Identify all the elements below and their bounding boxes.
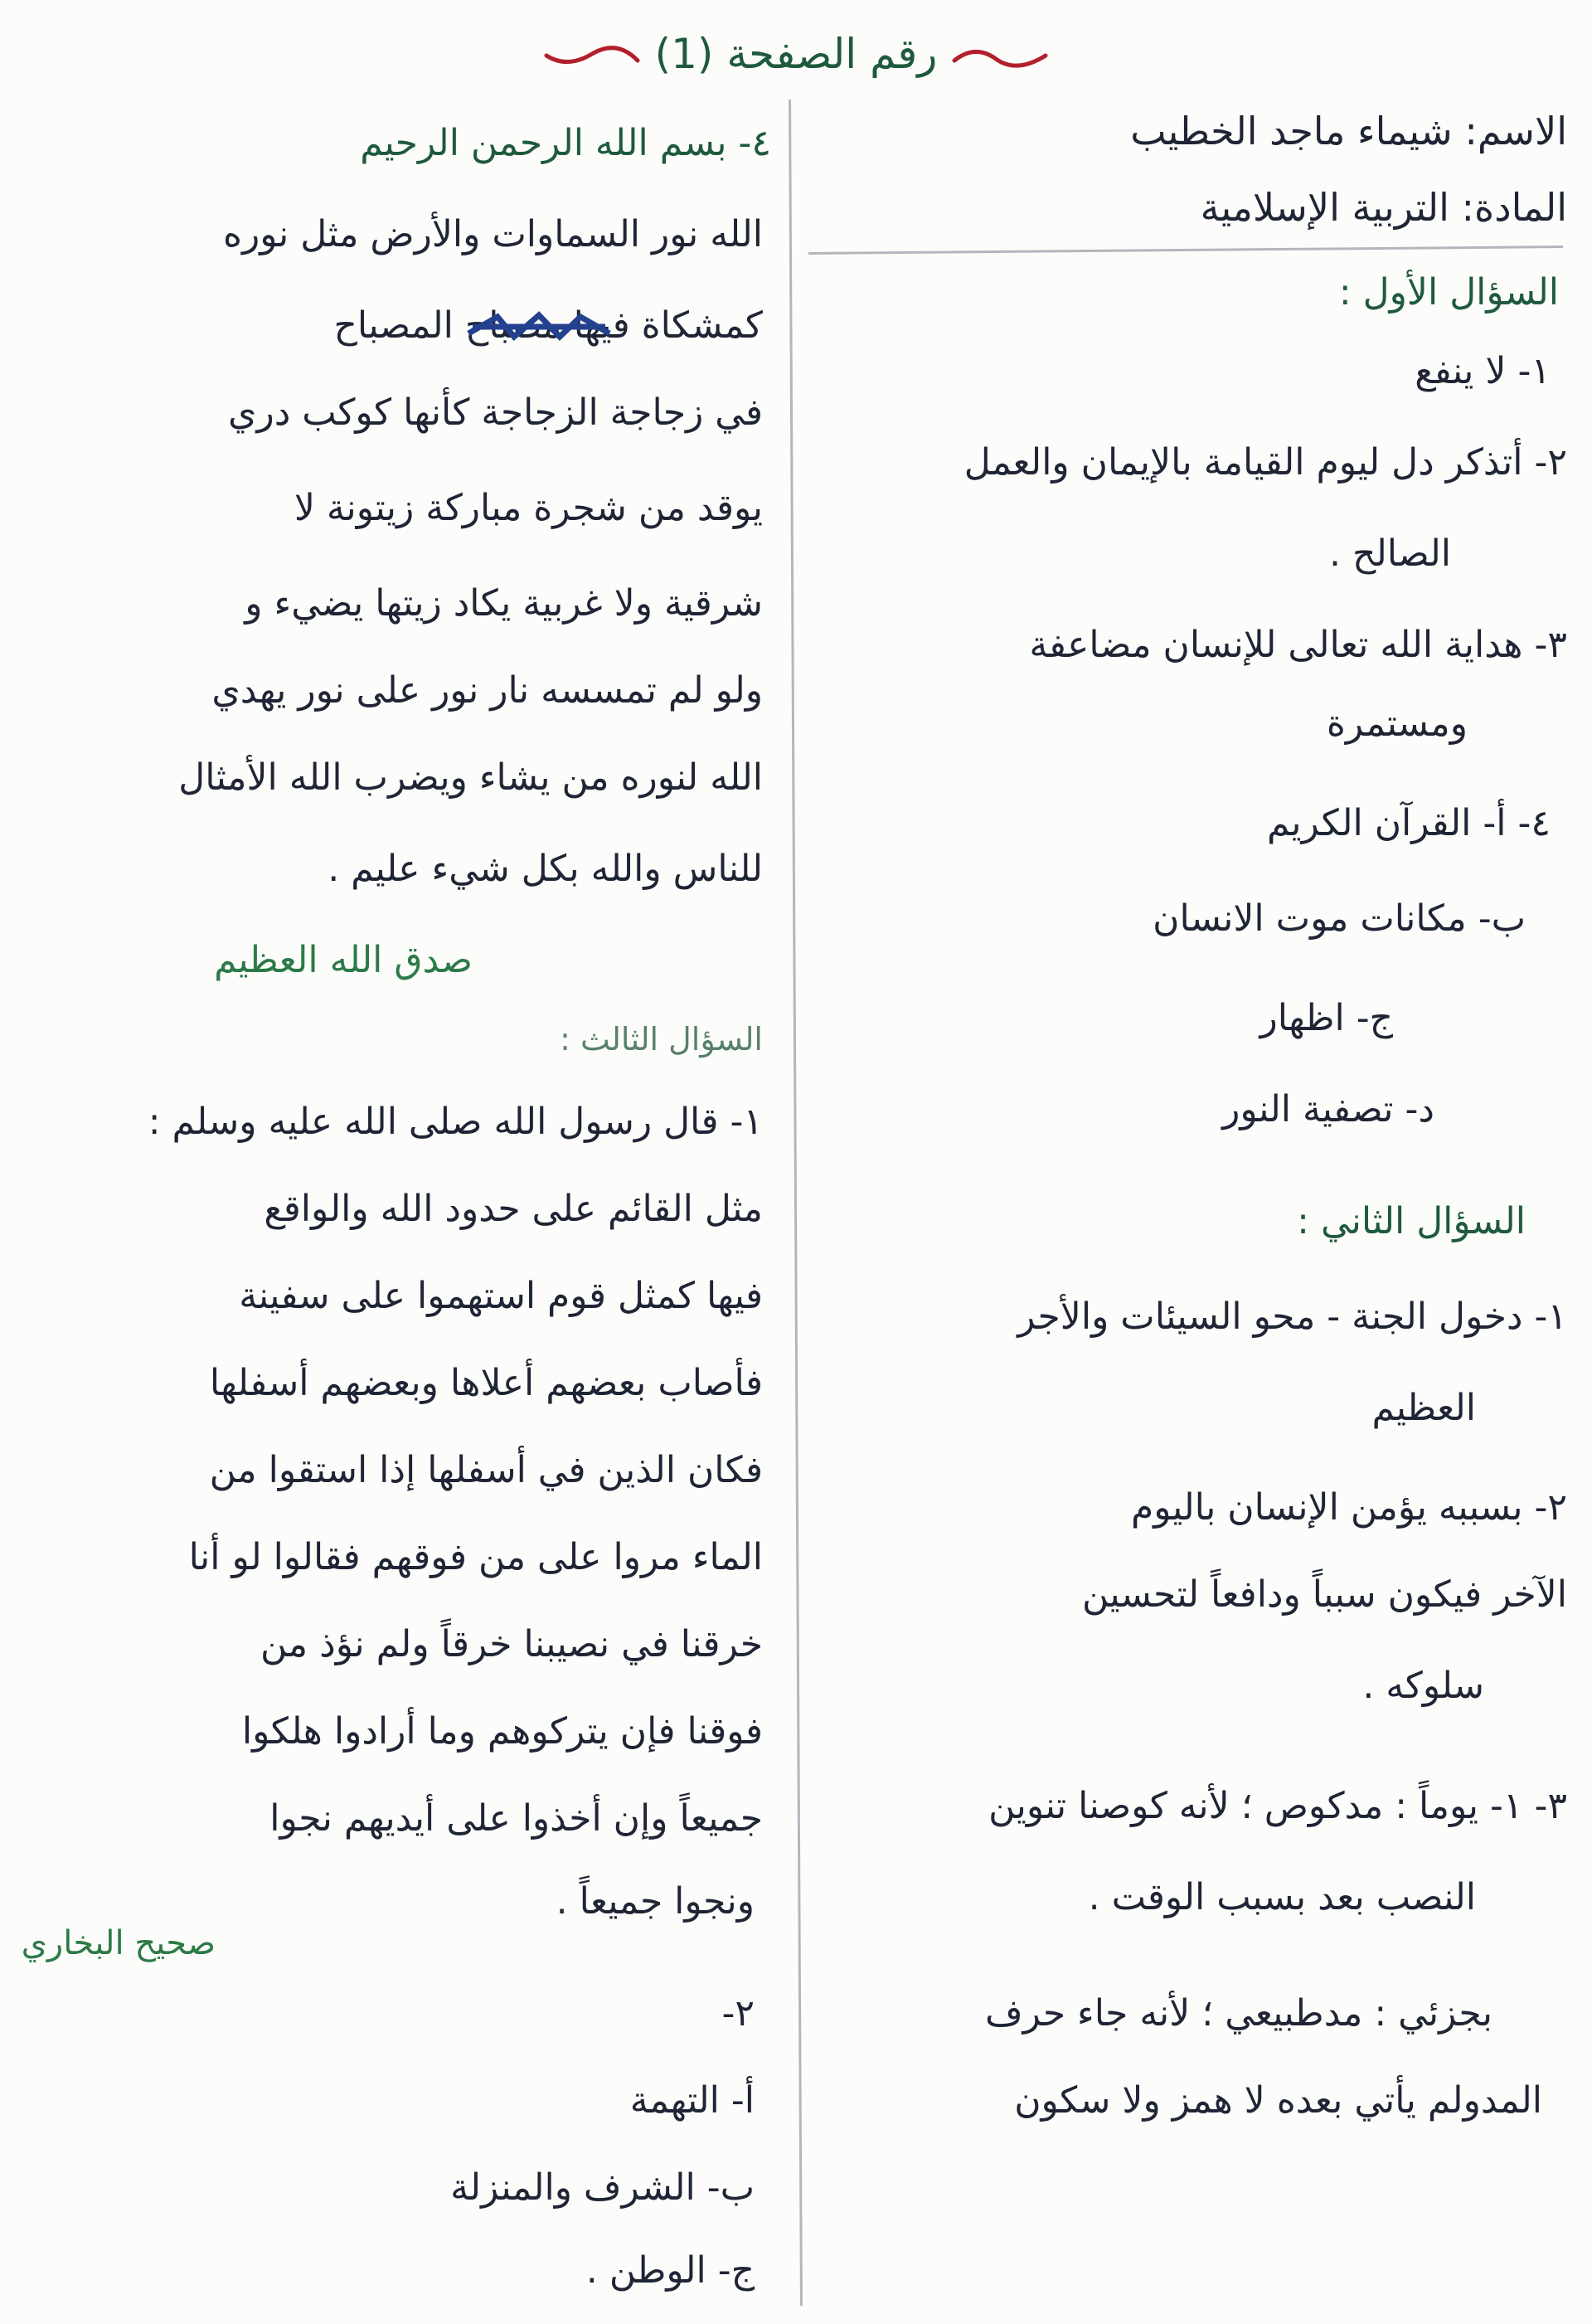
answer-line: ج- اظهار bbox=[1260, 997, 1393, 1039]
column-divider bbox=[789, 100, 803, 2306]
answer-line: بجزئي : مدطبيعي ؛ لأنه جاء حرف bbox=[984, 1992, 1492, 2035]
answer-line: ٢- bbox=[721, 1992, 755, 2035]
q2-heading: السؤال الثاني : bbox=[1297, 1200, 1526, 1242]
answer-line: خرقنا في نصيبنا خرقاً ولم نؤذ من bbox=[260, 1623, 763, 1665]
header-divider bbox=[808, 246, 1563, 255]
answer-line: ٢- بسببه يؤمن الإنسان باليوم bbox=[1131, 1486, 1567, 1529]
answer-line: فأصاب بعضهم أعلاها وبعضهم أسفلها bbox=[209, 1362, 763, 1404]
subject-name: المادة: التربية الإسلامية bbox=[1200, 185, 1567, 230]
answer-line: شرقية ولا غربية يكاد زيتها يضيء و bbox=[245, 582, 763, 625]
answer-line: ١- لا ينفع bbox=[1415, 350, 1551, 392]
answer-line: فكان الذين في أسفلها إذا استقوا من bbox=[209, 1449, 763, 1491]
basmala-line: ٤- بسم الله الرحمن الرحيم bbox=[360, 122, 771, 164]
crossed-out-word bbox=[464, 309, 614, 345]
answer-line: ب- الشرف والمنزلة bbox=[450, 2166, 755, 2209]
answer-line: جميعاً وإن أخذوا على أيديهم نجوا bbox=[269, 1797, 763, 1840]
answer-line: مثل القائم على حدود الله والواقع bbox=[264, 1188, 763, 1230]
red-swirl-right-icon bbox=[542, 44, 642, 70]
answer-line: أ- التهمة bbox=[629, 2079, 755, 2122]
red-swirl-left-icon bbox=[950, 44, 1050, 70]
page-number-header bbox=[464, 25, 1128, 83]
answer-line: المدولم يأتي بعده لا همز ولا سكون bbox=[1014, 2079, 1542, 2122]
answer-line: ج- الوطن . bbox=[585, 2249, 755, 2292]
answer-line: الماء مروا على من فوقهم فقالوا لو أنا bbox=[188, 1536, 763, 1578]
answer-line: كمشكاة فيها مصباح المصباح bbox=[333, 304, 763, 347]
q3-heading: السؤال الثالث : bbox=[560, 1021, 763, 1057]
answer-line: الله لنوره من يشاء ويضرب الله الأمثال bbox=[178, 756, 763, 799]
answer-line: ٤- أ- القرآن الكريم bbox=[1266, 802, 1551, 844]
answer-line: الآخر فيكون سبباً ودافعاً لتحسين bbox=[1081, 1573, 1567, 1616]
answer-line: د- تصفية النور bbox=[1222, 1088, 1434, 1130]
answer-line: ولو لم تمسسه نار نور على نور يهدي bbox=[211, 669, 763, 712]
answer-line: الصالح . bbox=[1329, 532, 1451, 575]
answer-line: ومستمرة bbox=[1326, 703, 1468, 745]
answer-line: النصب بعد بسبب الوقت . bbox=[1088, 1876, 1476, 1918]
answer-line: العظيم bbox=[1371, 1387, 1476, 1429]
answer-line: في زجاجة الزجاجة كأنها كوكب دري bbox=[228, 391, 763, 434]
student-name: الاسم: شيماء ماجد الخطيب bbox=[1130, 109, 1567, 153]
verse-closing: صدق الله العظيم bbox=[214, 939, 473, 981]
answer-line: الله نور السماوات والأرض مثل نوره bbox=[222, 213, 763, 255]
hadith-source: صحيح البخاري bbox=[21, 1924, 216, 1962]
answer-line: سلوكه . bbox=[1362, 1665, 1484, 1707]
answer-line: فيها كمثل قوم استهموا على سفينة bbox=[239, 1275, 763, 1317]
answer-line: ٣- هداية الله تعالى للإنسان مضاعفة bbox=[1029, 624, 1567, 666]
answer-line: ١- قال رسول الله صلى الله عليه وسلم : bbox=[148, 1101, 763, 1143]
q1-heading: السؤال الأول : bbox=[1338, 271, 1559, 314]
answer-line: ١- دخول الجنة - محو السيئات والأجر bbox=[1017, 1296, 1567, 1338]
answer-line: ٣- ١- يوماً : مدكوص ؛ لأنه كوصنا تنوين bbox=[988, 1785, 1567, 1827]
answer-line: ب- مكانات موت الانسان bbox=[1153, 897, 1526, 940]
page-number-label: رقم الصفحة (1) bbox=[654, 30, 938, 78]
answer-line: يوقد من شجرة مباركة زيتونة لا bbox=[294, 487, 763, 529]
answer-line: فوقنا فإن يتركوهم وما أرادوا هلكوا bbox=[241, 1710, 763, 1753]
answer-line: ٢- أتذكر دل ليوم القيامة بالإيمان والعمل bbox=[963, 441, 1567, 484]
answer-line: ونجوا جميعاً . bbox=[556, 1880, 755, 1923]
answer-line: للناس والله بكل شيء عليم . bbox=[328, 848, 763, 890]
